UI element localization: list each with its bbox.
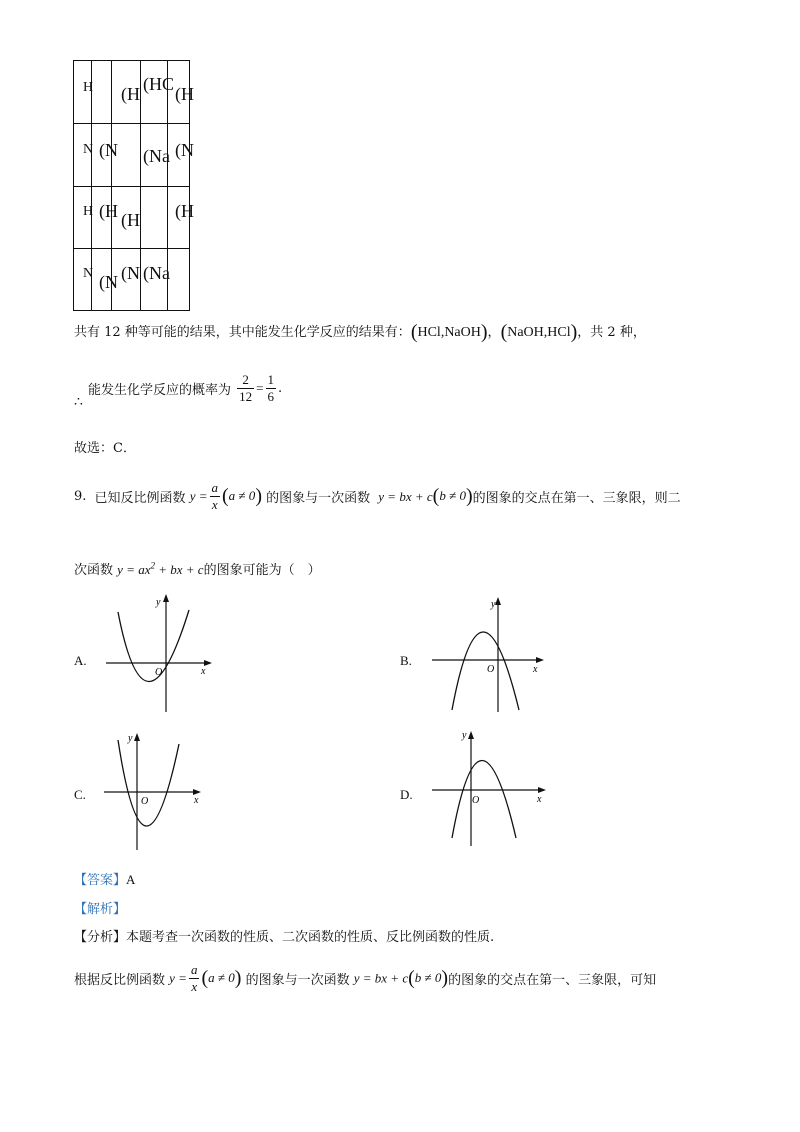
question-9-line2 [74, 559, 321, 578]
question-text-1: 已知反比例函数 [94, 491, 186, 506]
probability-text: 能发生化学反应的概率为 [88, 383, 232, 398]
option-b-graph[interactable] [430, 594, 548, 714]
reasoning-text-1: 根据反比例函数 [74, 973, 166, 988]
option-a-label[interactable]: A. [74, 653, 87, 668]
denominator: 6 [267, 389, 274, 404]
fenxi-line [74, 926, 494, 945]
option-d-graph[interactable] [430, 728, 548, 850]
origin-label: O [155, 667, 163, 678]
reasoning-text-3: 的图象的交点在第一、三象限，可知 [448, 973, 657, 988]
answer-line [74, 869, 135, 888]
y-axis-label: y [156, 597, 161, 608]
table-cell: (HC [143, 74, 174, 94]
option-a-graph[interactable] [100, 592, 220, 714]
result-line: 共有 12 种等可能的结果，其中能发生化学反应的结果有：(HCl,NaOH)，(NaOH,HCl)，共 2 种， [74, 321, 646, 343]
table-cell: (H [175, 201, 194, 221]
condition-a: a ≠ 0 [208, 970, 235, 985]
result-count: ，共 2 种， [577, 325, 646, 340]
question-number: 9. [74, 489, 87, 504]
table-cell: (N [99, 272, 118, 292]
x-axis-label: x [201, 666, 206, 677]
fraction-2-12 [237, 372, 254, 405]
option-b-label[interactable]: B. [400, 653, 412, 668]
x-axis-label: x [194, 795, 199, 806]
table-cell: (H [121, 84, 140, 104]
question-text-2: 的图象与一次函数 [266, 491, 371, 506]
choice-line: 故选：C． [74, 441, 136, 456]
period: . [278, 381, 283, 396]
formula-inverse: y = [189, 488, 208, 504]
x-axis-label: x [537, 794, 542, 805]
question-text-5: 的图象可能为（ ） [203, 563, 321, 578]
origin-label: O [487, 664, 495, 675]
question-9: 9. 已知反比例函数 y = $\frac{a}{x}$ (a ≠ 0) 的图象与一次函数 y = bx + c(b ≠ 0)的图象的交点在第一、三象限，则二 [74, 480, 681, 512]
formula-quadratic: $y = ax^2$ + bx + c [117, 560, 204, 577]
y-axis-label: y [462, 730, 467, 741]
result-pair-1: HCl,NaOH [417, 325, 481, 340]
fraction-1-6 [266, 372, 277, 405]
question-text-3: 的图象的交点在第一、三象限，则二 [472, 491, 681, 506]
reasoning-text-2: 的图象与一次函数 [245, 973, 350, 988]
condition-b: b ≠ 0 [439, 488, 466, 503]
condition-b: b ≠ 0 [414, 970, 442, 985]
table-cell: (Na [143, 146, 170, 166]
option-c-label[interactable]: C. [74, 787, 86, 802]
table-cell: (N [175, 140, 194, 160]
y-axis-label: y [128, 733, 133, 744]
probability-line: ∴ 能发生化学反应的概率为 $\frac{2}{12}$ = $\frac{1}{6}$ . [74, 372, 283, 410]
table-cell: (H [175, 84, 194, 104]
answer-value: A [126, 872, 136, 887]
result-text: 共有 12 种等可能的结果，其中能发生化学反应的结果有： [74, 325, 411, 340]
table-cell: (Na [143, 263, 170, 283]
denominator: 12 [239, 389, 253, 404]
table-cell: N [83, 266, 94, 281]
y-axis-label: y [491, 599, 496, 610]
origin-label: O [472, 795, 480, 806]
therefore-symbol: ∴ [74, 394, 83, 410]
formula-linear: y = bx + c [378, 488, 433, 504]
origin-label: O [141, 796, 149, 807]
table-cell: (N [121, 263, 140, 283]
table-cell: (N [99, 140, 118, 160]
reasoning-line: 根据反比例函数 y = $\frac{a}{x}$ (a ≠ 0) 的图象与一次函数 y = bx + c(b ≠ 0)的图象的交点在第一、三象限，可知 [74, 962, 657, 994]
x-axis-label: x [533, 664, 538, 675]
result-pair-2: NaOH,HCl [507, 325, 571, 340]
result-sep: ， [487, 325, 501, 340]
outcome-table [73, 60, 194, 310]
table-cell: H [83, 80, 94, 95]
numerator: 2 [237, 372, 254, 389]
analysis-label: 【解析】 [74, 902, 127, 917]
question-text-4: 次函数 [74, 563, 114, 578]
fenxi-text: 本题考查一次函数的性质、二次函数的性质、反比例函数的性质. [126, 930, 495, 945]
option-d-label[interactable]: D. [400, 787, 413, 802]
analysis-line [74, 898, 126, 917]
table-cell: (H [121, 210, 140, 230]
condition-a: a ≠ 0 [228, 488, 256, 503]
table-cell: N [83, 142, 94, 157]
table-cell: (H [99, 201, 118, 221]
table-cell: H [83, 204, 94, 219]
option-c-graph[interactable] [100, 730, 210, 852]
fenxi-label: 【分析】 [74, 930, 127, 945]
numerator: 1 [267, 372, 274, 387]
answer-label: 【答案】 [74, 873, 127, 888]
